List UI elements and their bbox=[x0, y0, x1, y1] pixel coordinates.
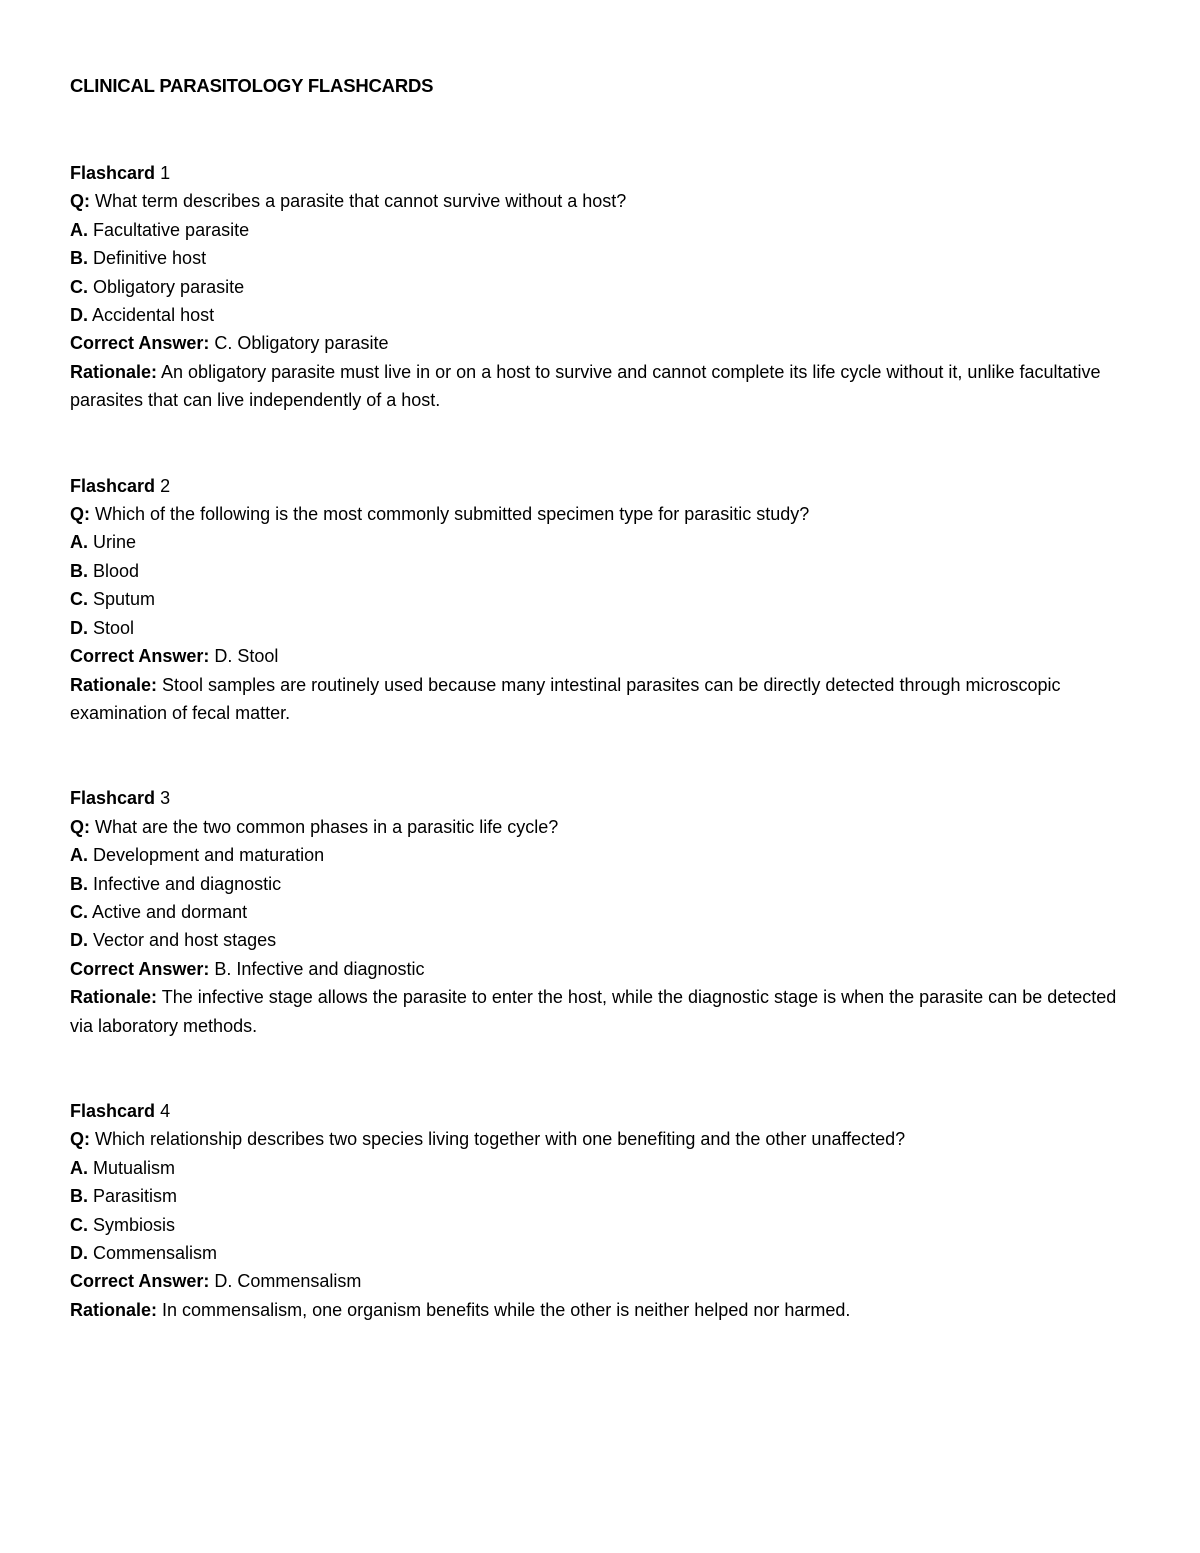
option-text: Parasitism bbox=[93, 1186, 178, 1207]
option-b bbox=[70, 244, 1130, 272]
option-text: Accidental host bbox=[92, 305, 215, 326]
flashcard-label: Flashcard bbox=[70, 475, 156, 496]
flashcard bbox=[70, 472, 1130, 728]
flashcard bbox=[70, 159, 1130, 415]
rationale-label: Rationale: bbox=[70, 987, 158, 1008]
flashcard bbox=[70, 784, 1130, 1040]
option-letter: D. bbox=[70, 930, 88, 951]
rationale-text: The infective stage allows the parasite to enter the host, while the diagnostic stage is when the parasite can be detected via laboratory methods. bbox=[70, 987, 1117, 1036]
rationale-label: Rationale: bbox=[70, 674, 158, 695]
option-a bbox=[70, 841, 1130, 869]
option-letter: D. bbox=[70, 1243, 88, 1263]
flashcard-heading bbox=[70, 784, 1130, 812]
rationale-line bbox=[70, 358, 1130, 415]
question-line bbox=[70, 1125, 1130, 1153]
flashcard-label: Flashcard bbox=[70, 163, 156, 183]
correct-answer-text: D. Commensalism bbox=[214, 1271, 362, 1292]
option-text: Urine bbox=[93, 532, 137, 553]
option-b bbox=[70, 1182, 1130, 1210]
flashcard-number: 4 bbox=[160, 1100, 171, 1121]
option-text: Mutualism bbox=[93, 1157, 176, 1178]
option-d bbox=[70, 301, 1130, 329]
option-a bbox=[70, 1154, 1130, 1182]
flashcard-heading bbox=[70, 1097, 1130, 1125]
option-b bbox=[70, 557, 1130, 585]
question-text: Which relationship describes two species living together with one benefiting and the other unaffected? bbox=[95, 1129, 906, 1150]
question-text: What term describes a parasite that cannot survive without a host? bbox=[95, 191, 627, 212]
option-text: Development and maturation bbox=[93, 845, 325, 866]
correct-answer-line bbox=[70, 642, 1130, 670]
option-a bbox=[70, 216, 1130, 244]
rationale-line bbox=[70, 983, 1130, 1040]
rationale-text: An obligatory parasite must live in or on a host to survive and cannot complete its life cycle without it, unlike facultative parasites that can live independently of a host. bbox=[70, 361, 1101, 411]
rationale-line bbox=[70, 671, 1130, 728]
document-page bbox=[70, 72, 1130, 1324]
option-letter: B. bbox=[70, 873, 88, 894]
rationale-label: Rationale: bbox=[70, 361, 158, 382]
flashcard-number: 3 bbox=[160, 788, 171, 809]
option-text: Vector and host stages bbox=[93, 930, 277, 951]
option-text: Facultative parasite bbox=[93, 219, 250, 240]
option-letter: B. bbox=[70, 248, 88, 269]
option-d bbox=[70, 926, 1130, 954]
flashcard-label: Flashcard bbox=[70, 788, 156, 809]
option-d bbox=[70, 614, 1130, 642]
option-text: Definitive host bbox=[93, 248, 207, 269]
option-text: Obligatory parasite bbox=[93, 276, 245, 297]
option-letter: C. bbox=[70, 276, 88, 297]
document-title: CLINICAL PARASITOLOGY FLASHCARDS bbox=[70, 75, 434, 96]
option-text: Active and dormant bbox=[92, 901, 248, 922]
question-label: Q: bbox=[70, 504, 90, 525]
question-text: What are the two common phases in a parasitic life cycle? bbox=[95, 816, 559, 837]
option-letter: B. bbox=[70, 560, 88, 581]
rationale-line bbox=[70, 1296, 1130, 1324]
option-letter: A. bbox=[70, 1157, 88, 1178]
option-text: Symbiosis bbox=[93, 1214, 176, 1235]
flashcard bbox=[70, 1097, 1130, 1324]
option-text: Stool bbox=[93, 617, 135, 638]
question-label: Q: bbox=[70, 816, 90, 837]
flashcard-heading bbox=[70, 159, 1130, 187]
flashcard-number: 2 bbox=[160, 475, 171, 496]
correct-answer-label: Correct Answer: bbox=[70, 646, 210, 667]
flashcard-number: 1 bbox=[160, 163, 171, 183]
option-letter: C. bbox=[70, 589, 88, 610]
correct-answer-label: Correct Answer: bbox=[70, 333, 210, 354]
option-letter: A. bbox=[70, 532, 88, 553]
flashcard-heading bbox=[70, 472, 1130, 500]
rationale-label: Rationale: bbox=[70, 1299, 158, 1320]
question-line bbox=[70, 500, 1130, 528]
option-letter: D. bbox=[70, 305, 88, 326]
option-c bbox=[70, 273, 1130, 301]
question-line bbox=[70, 813, 1130, 841]
option-text: Sputum bbox=[93, 589, 156, 610]
option-letter: B. bbox=[70, 1186, 88, 1207]
question-line bbox=[70, 187, 1130, 215]
question-text: Which of the following is the most commonly submitted specimen type for parasitic study? bbox=[95, 504, 810, 525]
option-c bbox=[70, 585, 1130, 613]
question-label: Q: bbox=[70, 191, 90, 212]
option-text: Commensalism bbox=[93, 1243, 218, 1263]
option-text: Infective and diagnostic bbox=[93, 873, 282, 894]
option-letter: C. bbox=[70, 1214, 88, 1235]
option-letter: A. bbox=[70, 845, 88, 866]
option-letter: D. bbox=[70, 617, 88, 638]
option-c bbox=[70, 1211, 1130, 1239]
rationale-text: Stool samples are routinely used because many intestinal parasites can be directly detected through microscopic examination of fecal matter. bbox=[70, 674, 1061, 723]
correct-answer-line bbox=[70, 955, 1130, 983]
correct-answer-line bbox=[70, 329, 1130, 357]
flashcard-label: Flashcard bbox=[70, 1100, 156, 1121]
option-a bbox=[70, 528, 1130, 556]
option-c bbox=[70, 898, 1130, 926]
rationale-text: In commensalism, one organism benefits while the other is neither helped nor harmed. bbox=[162, 1299, 851, 1320]
correct-answer-text: B. Infective and diagnostic bbox=[214, 958, 425, 979]
option-text: Blood bbox=[93, 560, 140, 581]
correct-answer-label: Correct Answer: bbox=[70, 958, 210, 979]
option-letter: A. bbox=[70, 219, 88, 240]
question-label: Q: bbox=[70, 1129, 90, 1150]
correct-answer-text: D. Stool bbox=[214, 646, 279, 667]
option-b bbox=[70, 870, 1130, 898]
correct-answer-line bbox=[70, 1267, 1130, 1295]
option-letter: C. bbox=[70, 901, 88, 922]
correct-answer-text: C. Obligatory parasite bbox=[214, 333, 389, 354]
correct-answer-label: Correct Answer: bbox=[70, 1271, 210, 1292]
option-d bbox=[70, 1239, 1130, 1267]
